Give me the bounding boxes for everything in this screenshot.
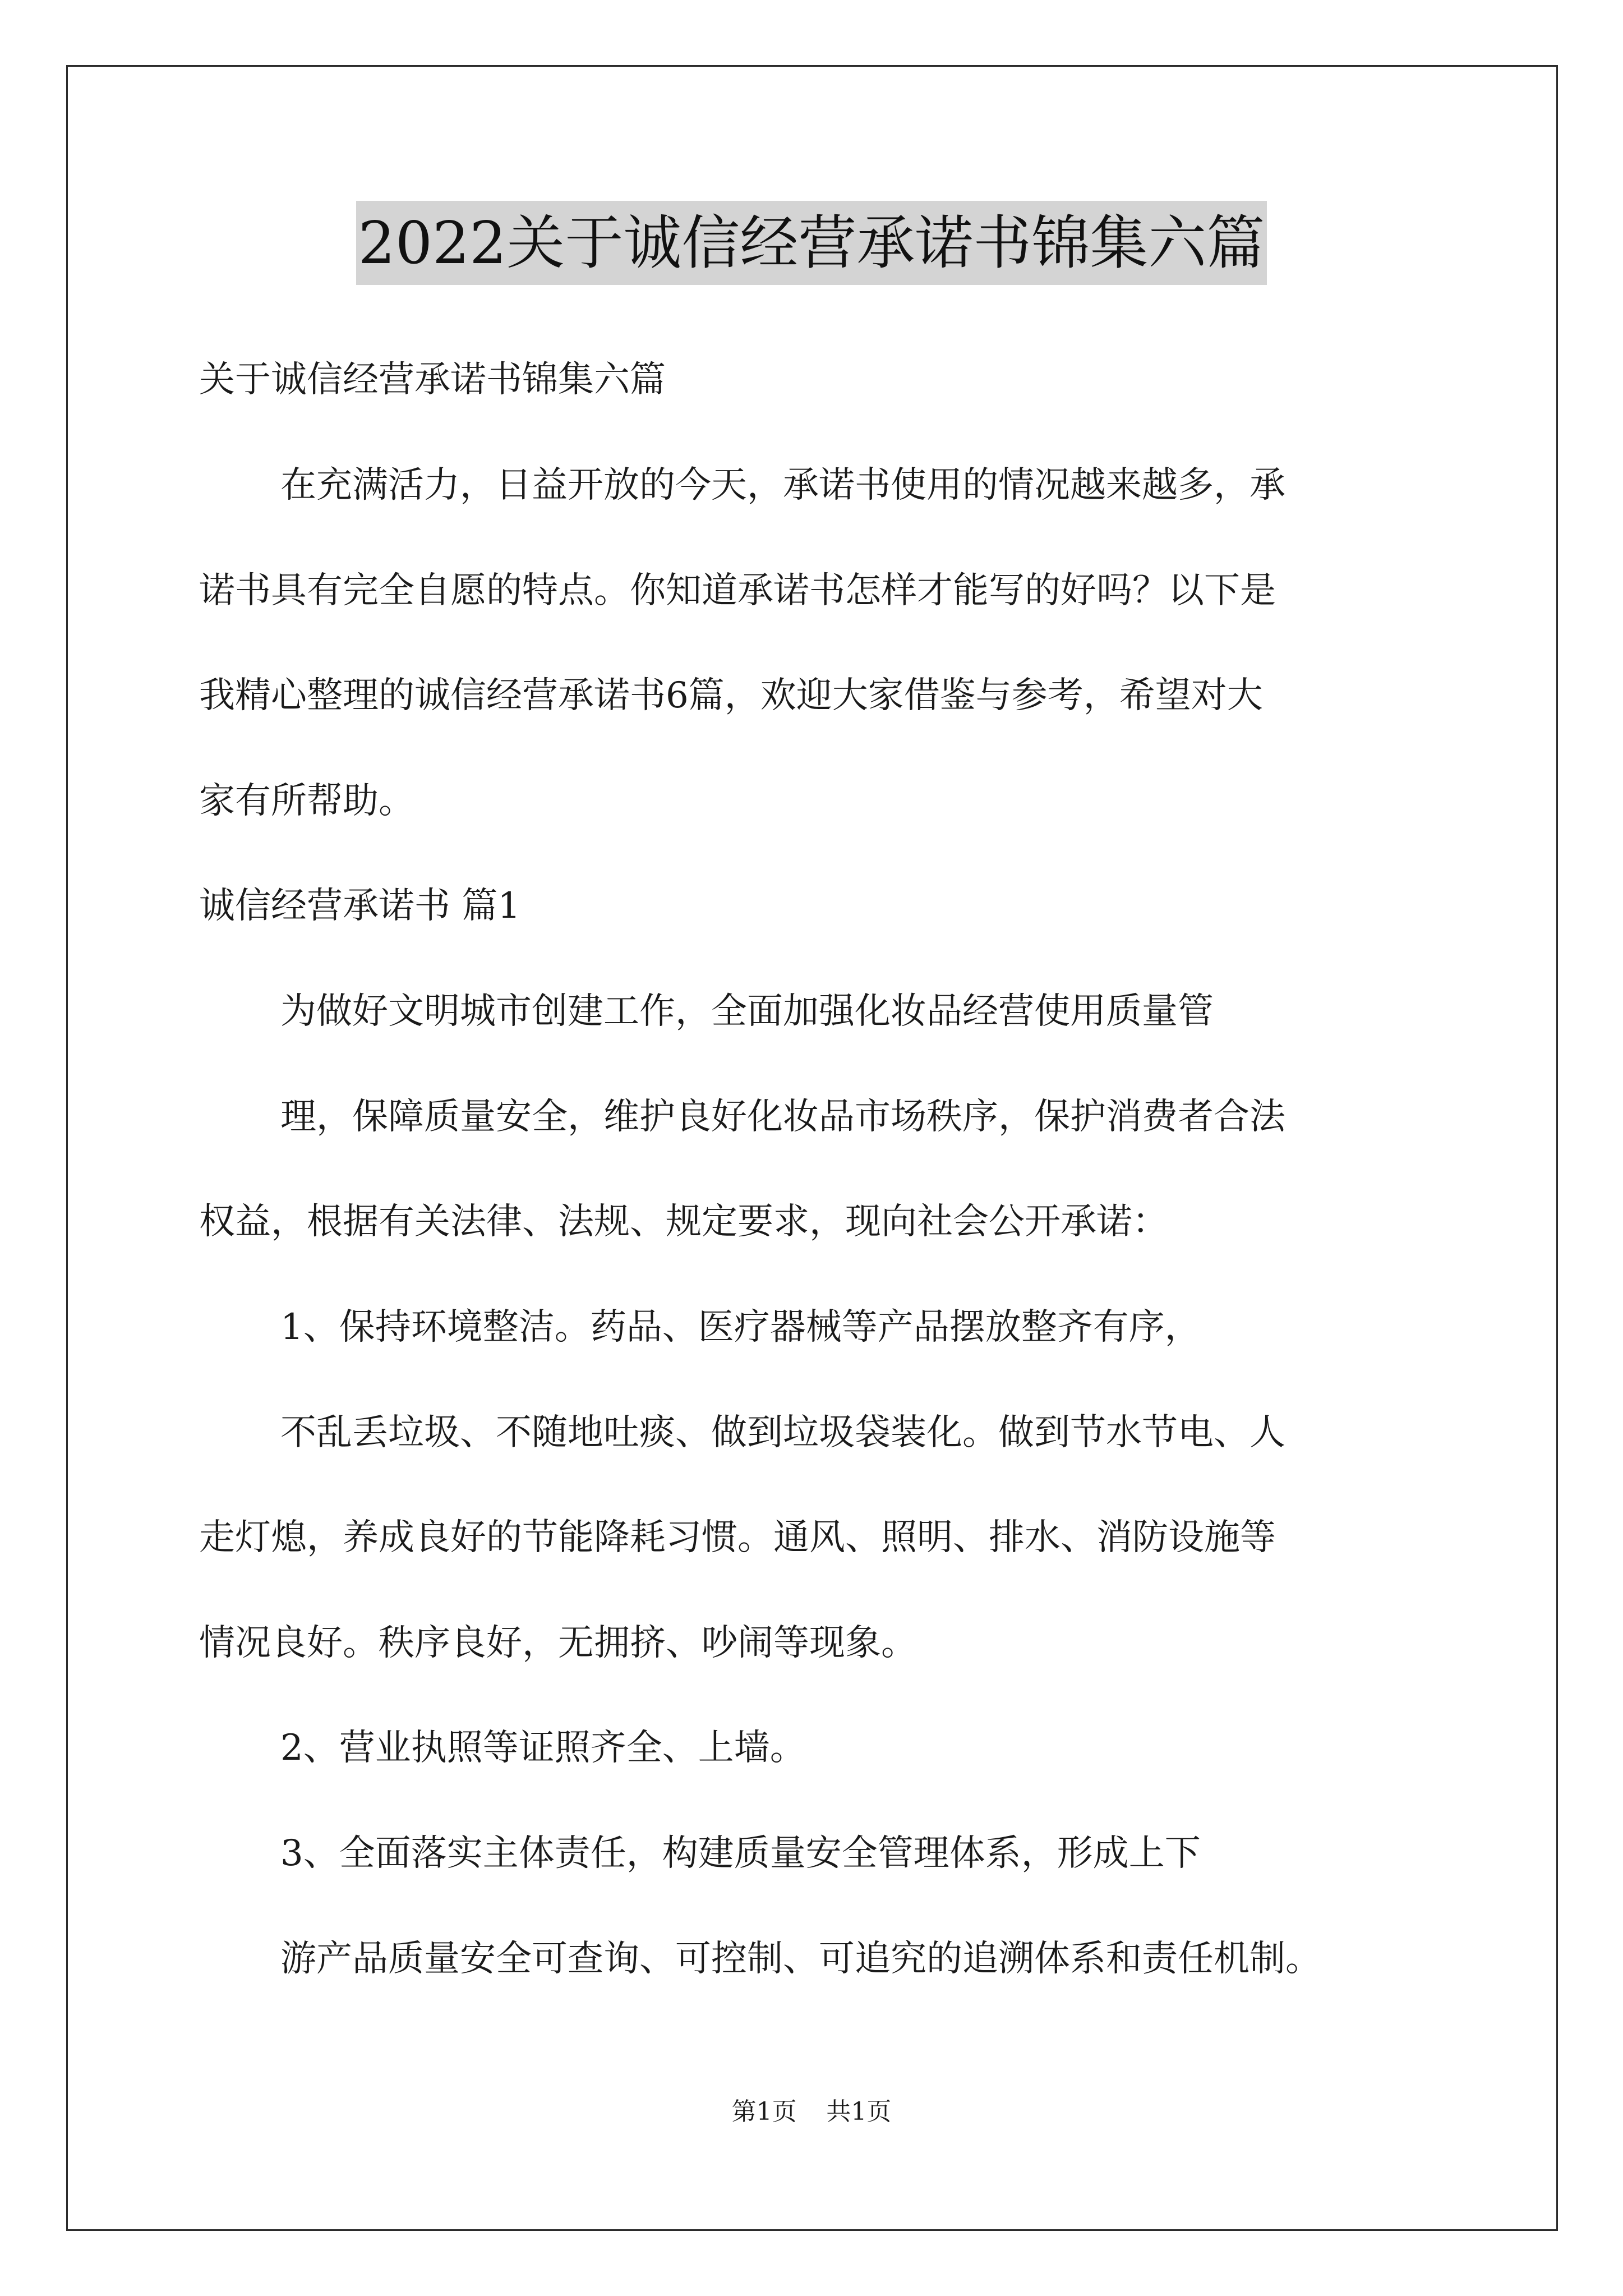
body-line: 2、营业执照等证照齐全、上墙。	[280, 1727, 806, 1769]
body-line: 情况良好。秩序良好，无拥挤、吵闹等现象。	[199, 1622, 917, 1664]
body-line: 家有所帮助。	[199, 780, 414, 822]
section-heading: 诚信经营承诺书 篇1	[199, 885, 521, 927]
body-line: 3、全面落实主体责任，构建质量安全管理体系，形成上下	[280, 1833, 1201, 1874]
title-container	[0, 201, 1623, 285]
subtitle-line: 关于诚信经营承诺书锦集六篇	[199, 359, 666, 401]
body-line: 我精心整理的诚信经营承诺书6篇，欢迎大家借鉴与参考，希望对大	[199, 675, 1263, 716]
page-footer	[0, 2095, 1623, 2129]
body-line: 1、保持环境整洁。药品、医疗器械等产品摆放整齐有序，	[280, 1306, 1201, 1348]
body-line: 不乱丢垃圾、不随地吐痰、做到垃圾袋装化。做到节水节电、人	[280, 1412, 1285, 1453]
page-total: 共1页	[826, 2097, 892, 2126]
document-title: 2022关于诚信经营承诺书锦集六篇	[356, 201, 1267, 285]
body-line: 理，保障质量安全，维护良好化妆品市场秩序，保护消费者合法	[280, 1096, 1285, 1138]
body-line: 为做好文明城市创建工作，全面加强化妆品经营使用质量管	[280, 991, 1214, 1032]
body-line: 权益，根据有关法律、法规、规定要求，现向社会公开承诺：	[199, 1201, 1168, 1243]
body-line: 走灯熄，养成良好的节能降耗习惯。通风、照明、排水、消防设施等	[199, 1517, 1276, 1558]
body-line: 诺书具有完全自愿的特点。你知道承诺书怎样才能写的好吗？以下是	[199, 570, 1276, 611]
body-line: 在充满活力，日益开放的今天，承诺书使用的情况越来越多，承	[280, 464, 1285, 506]
page-number: 第1页	[731, 2097, 797, 2126]
body-line: 游产品质量安全可查询、可控制、可追究的追溯体系和责任机制。	[280, 1938, 1321, 1980]
